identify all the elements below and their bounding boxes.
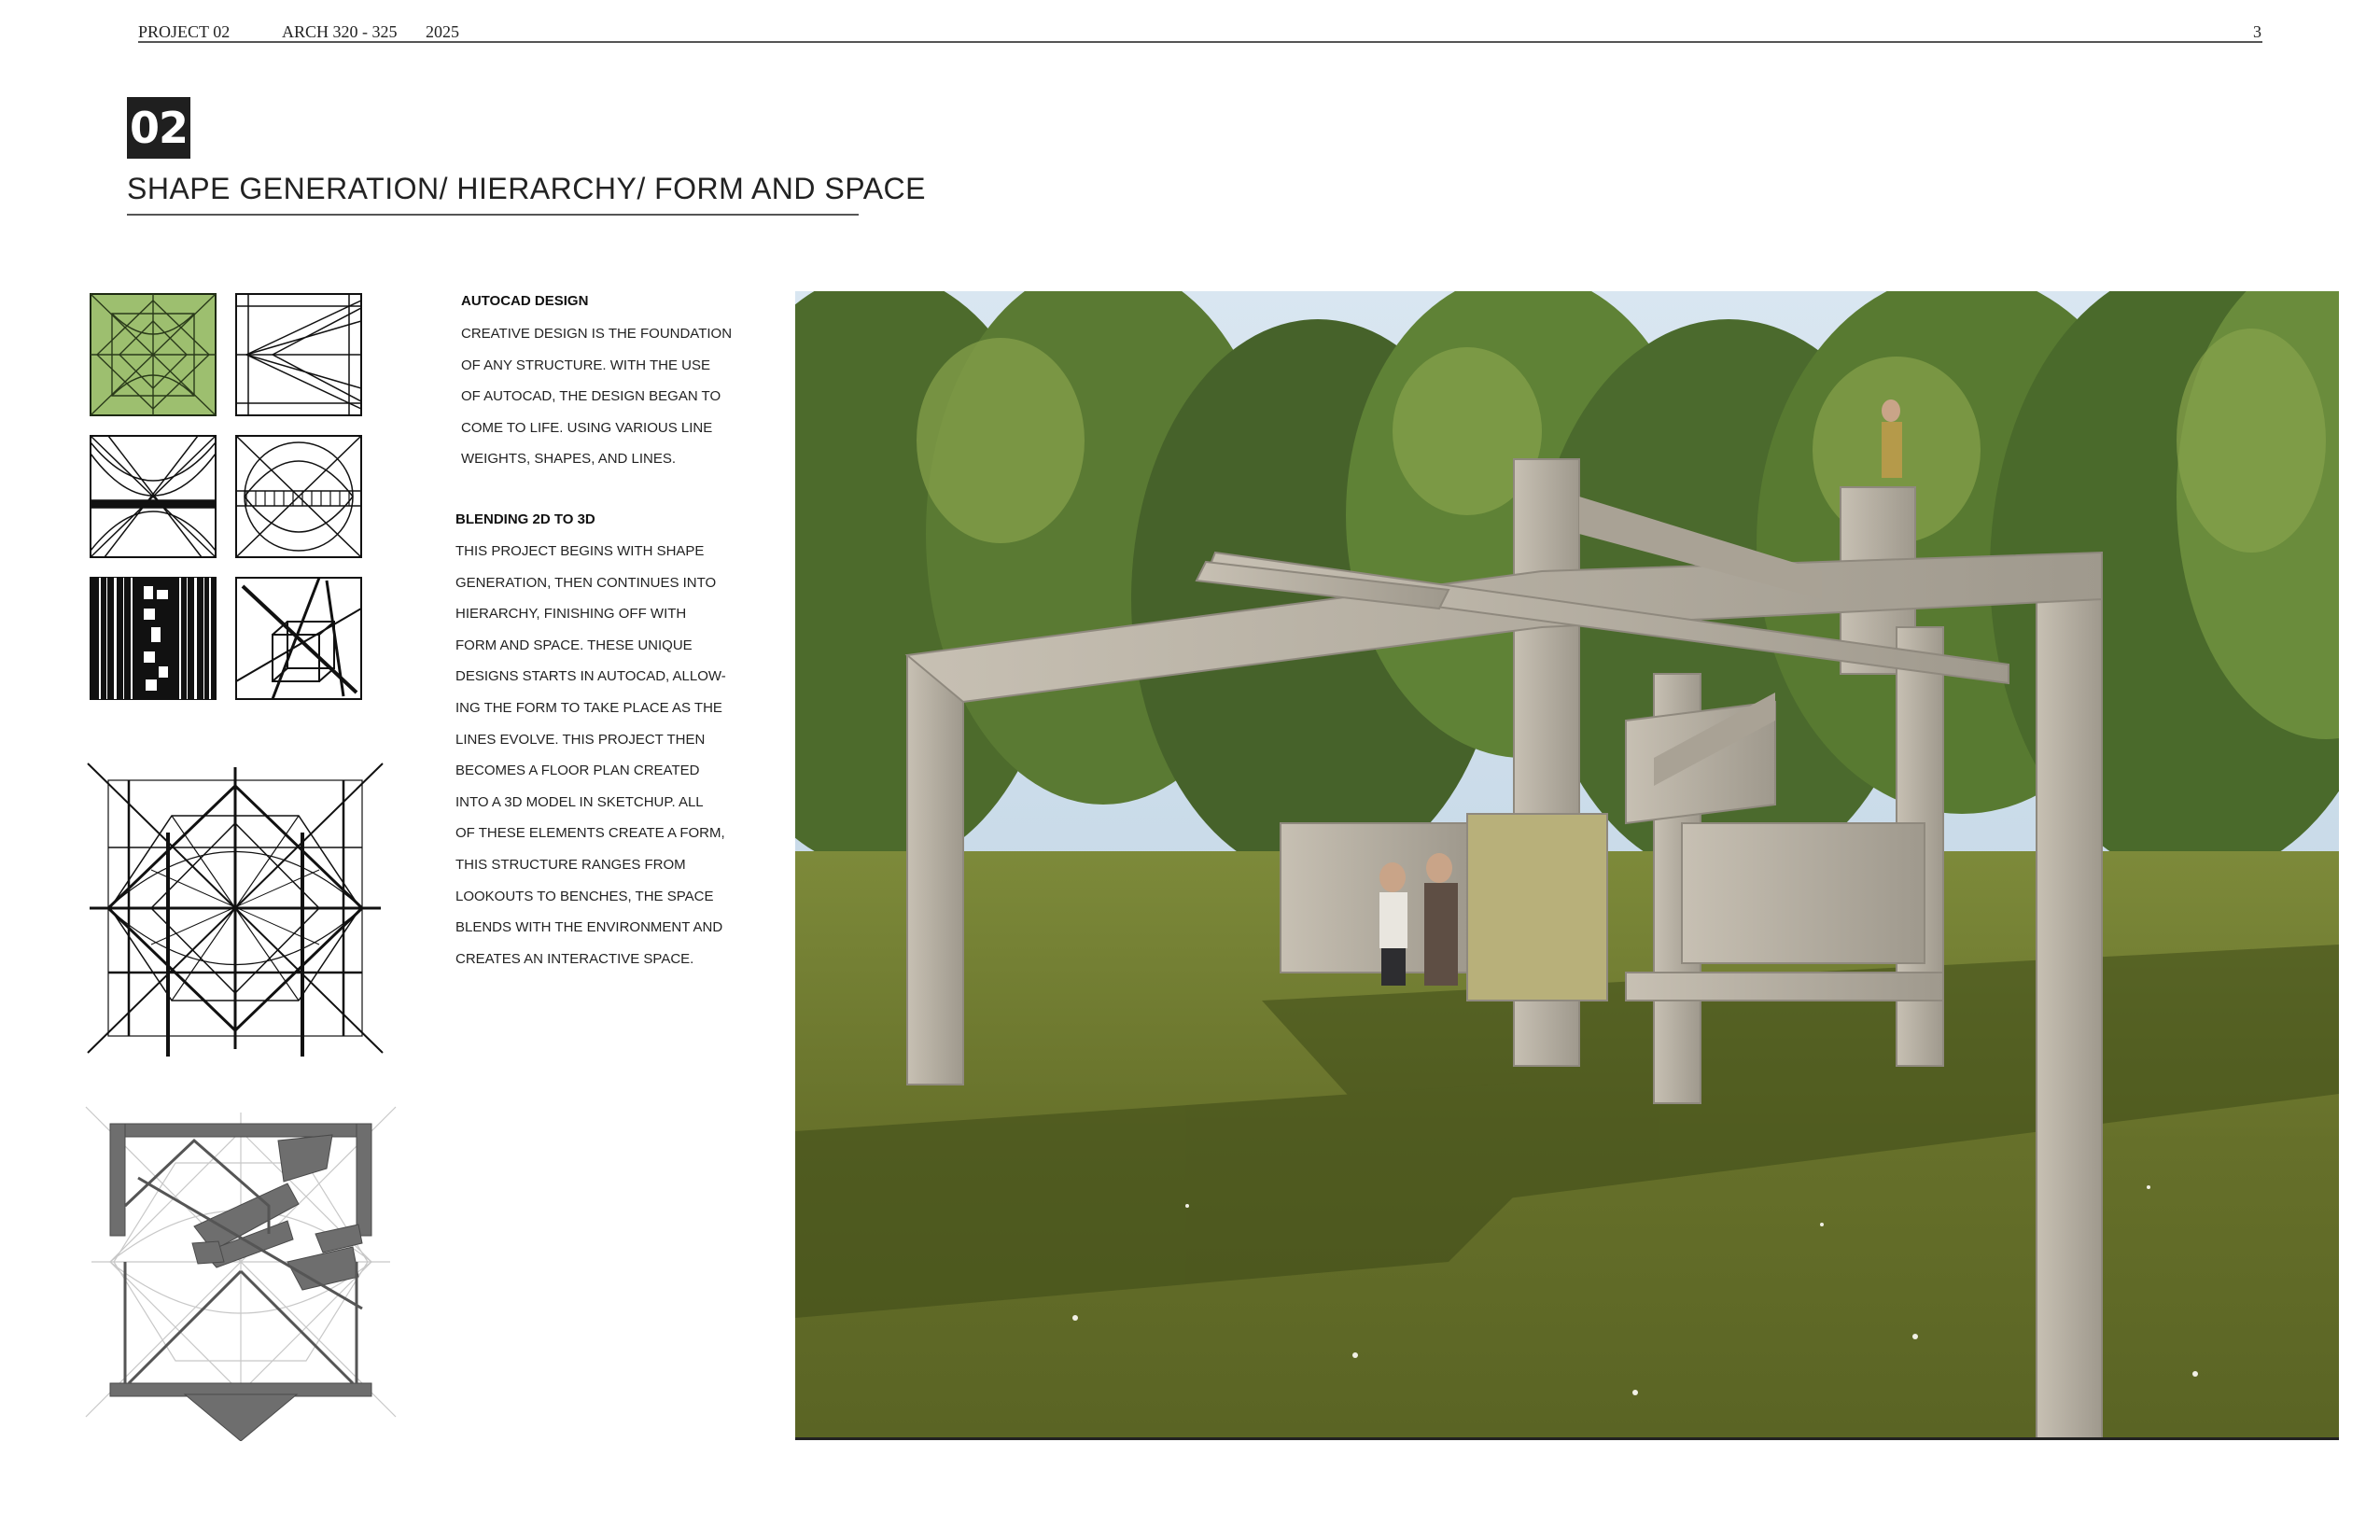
blending-heading: BLENDING 2D TO 3D: [455, 511, 595, 527]
green-geometric-tile-icon: [90, 293, 217, 416]
barcode-stripes-tile-icon: [90, 577, 217, 700]
blending-line: THIS STRUCTURE RANGES FROM: [455, 856, 686, 873]
blending-line: INTO A 3D MODEL IN SKETCHUP. ALL: [455, 793, 704, 810]
blending-line: DESIGNS STARTS IN AUTOCAD, ALLOW-: [455, 668, 726, 685]
blending-line: FORM AND SPACE. THESE UNIQUE: [455, 637, 693, 653]
blending-paragraph: [455, 536, 726, 974]
blending-line: OF THESE ELEMENTS CREATE A FORM,: [455, 825, 725, 842]
autocad-line: OF AUTOCAD, THE DESIGN BEGAN TO: [461, 388, 721, 405]
autocad-paragraph: [461, 318, 732, 475]
blending-line: CREATES AN INTERACTIVE SPACE.: [455, 950, 694, 967]
blending-line: BECOMES A FLOOR PLAN CREATED: [455, 763, 700, 779]
blending-line: ING THE FORM TO TAKE PLACE AS THE: [455, 699, 722, 716]
blending-line: GENERATION, THEN CONTINUES INTO: [455, 574, 717, 591]
cube-lines-tile-icon: [235, 577, 362, 700]
autocad-line: OF ANY STRUCTURE. WITH THE USE: [461, 357, 710, 373]
triangle-fan-tile-icon: [235, 293, 362, 416]
blending-line: LINES EVOLVE. THIS PROJECT THEN: [455, 731, 706, 748]
blending-line: THIS PROJECT BEGINS WITH SHAPE: [455, 543, 705, 559]
section-title: SHAPE GENERATION/ HIERARCHY/ FORM AND SPACE: [127, 172, 926, 205]
autocad-line: CREATIVE DESIGN IS THE FOUNDATION: [461, 326, 733, 342]
header-page-number: 3: [2253, 22, 2261, 41]
crossing-lines-tile-icon: [90, 435, 217, 558]
blending-line: BLENDS WITH THE ENVIRONMENT AND: [455, 919, 723, 936]
autocad-line: WEIGHTS, SHAPES, AND LINES.: [461, 451, 677, 468]
autocad-line: COME TO LIFE. USING VARIOUS LINE: [461, 419, 713, 436]
circle-grid-tile-icon: [235, 435, 362, 558]
blending-line: LOOKOUTS TO BENCHES, THE SPACE: [455, 888, 714, 904]
header-divider: [138, 41, 2262, 43]
pavilion-render-image: [795, 291, 2339, 1440]
header-project: PROJECT 02: [138, 22, 231, 41]
blending-line: HIERARCHY, FINISHING OFF WITH: [455, 606, 687, 623]
header-year: 2025: [426, 22, 459, 41]
star-octagon-sketch-icon: [82, 758, 388, 1058]
autocad-heading: AUTOCAD DESIGN: [461, 293, 589, 309]
title-underline: [127, 214, 859, 216]
section-number-badge: 02: [127, 97, 190, 159]
header-course: ARCH 320 - 325: [282, 22, 398, 41]
shaded-plan-sketch-icon: [82, 1103, 399, 1441]
